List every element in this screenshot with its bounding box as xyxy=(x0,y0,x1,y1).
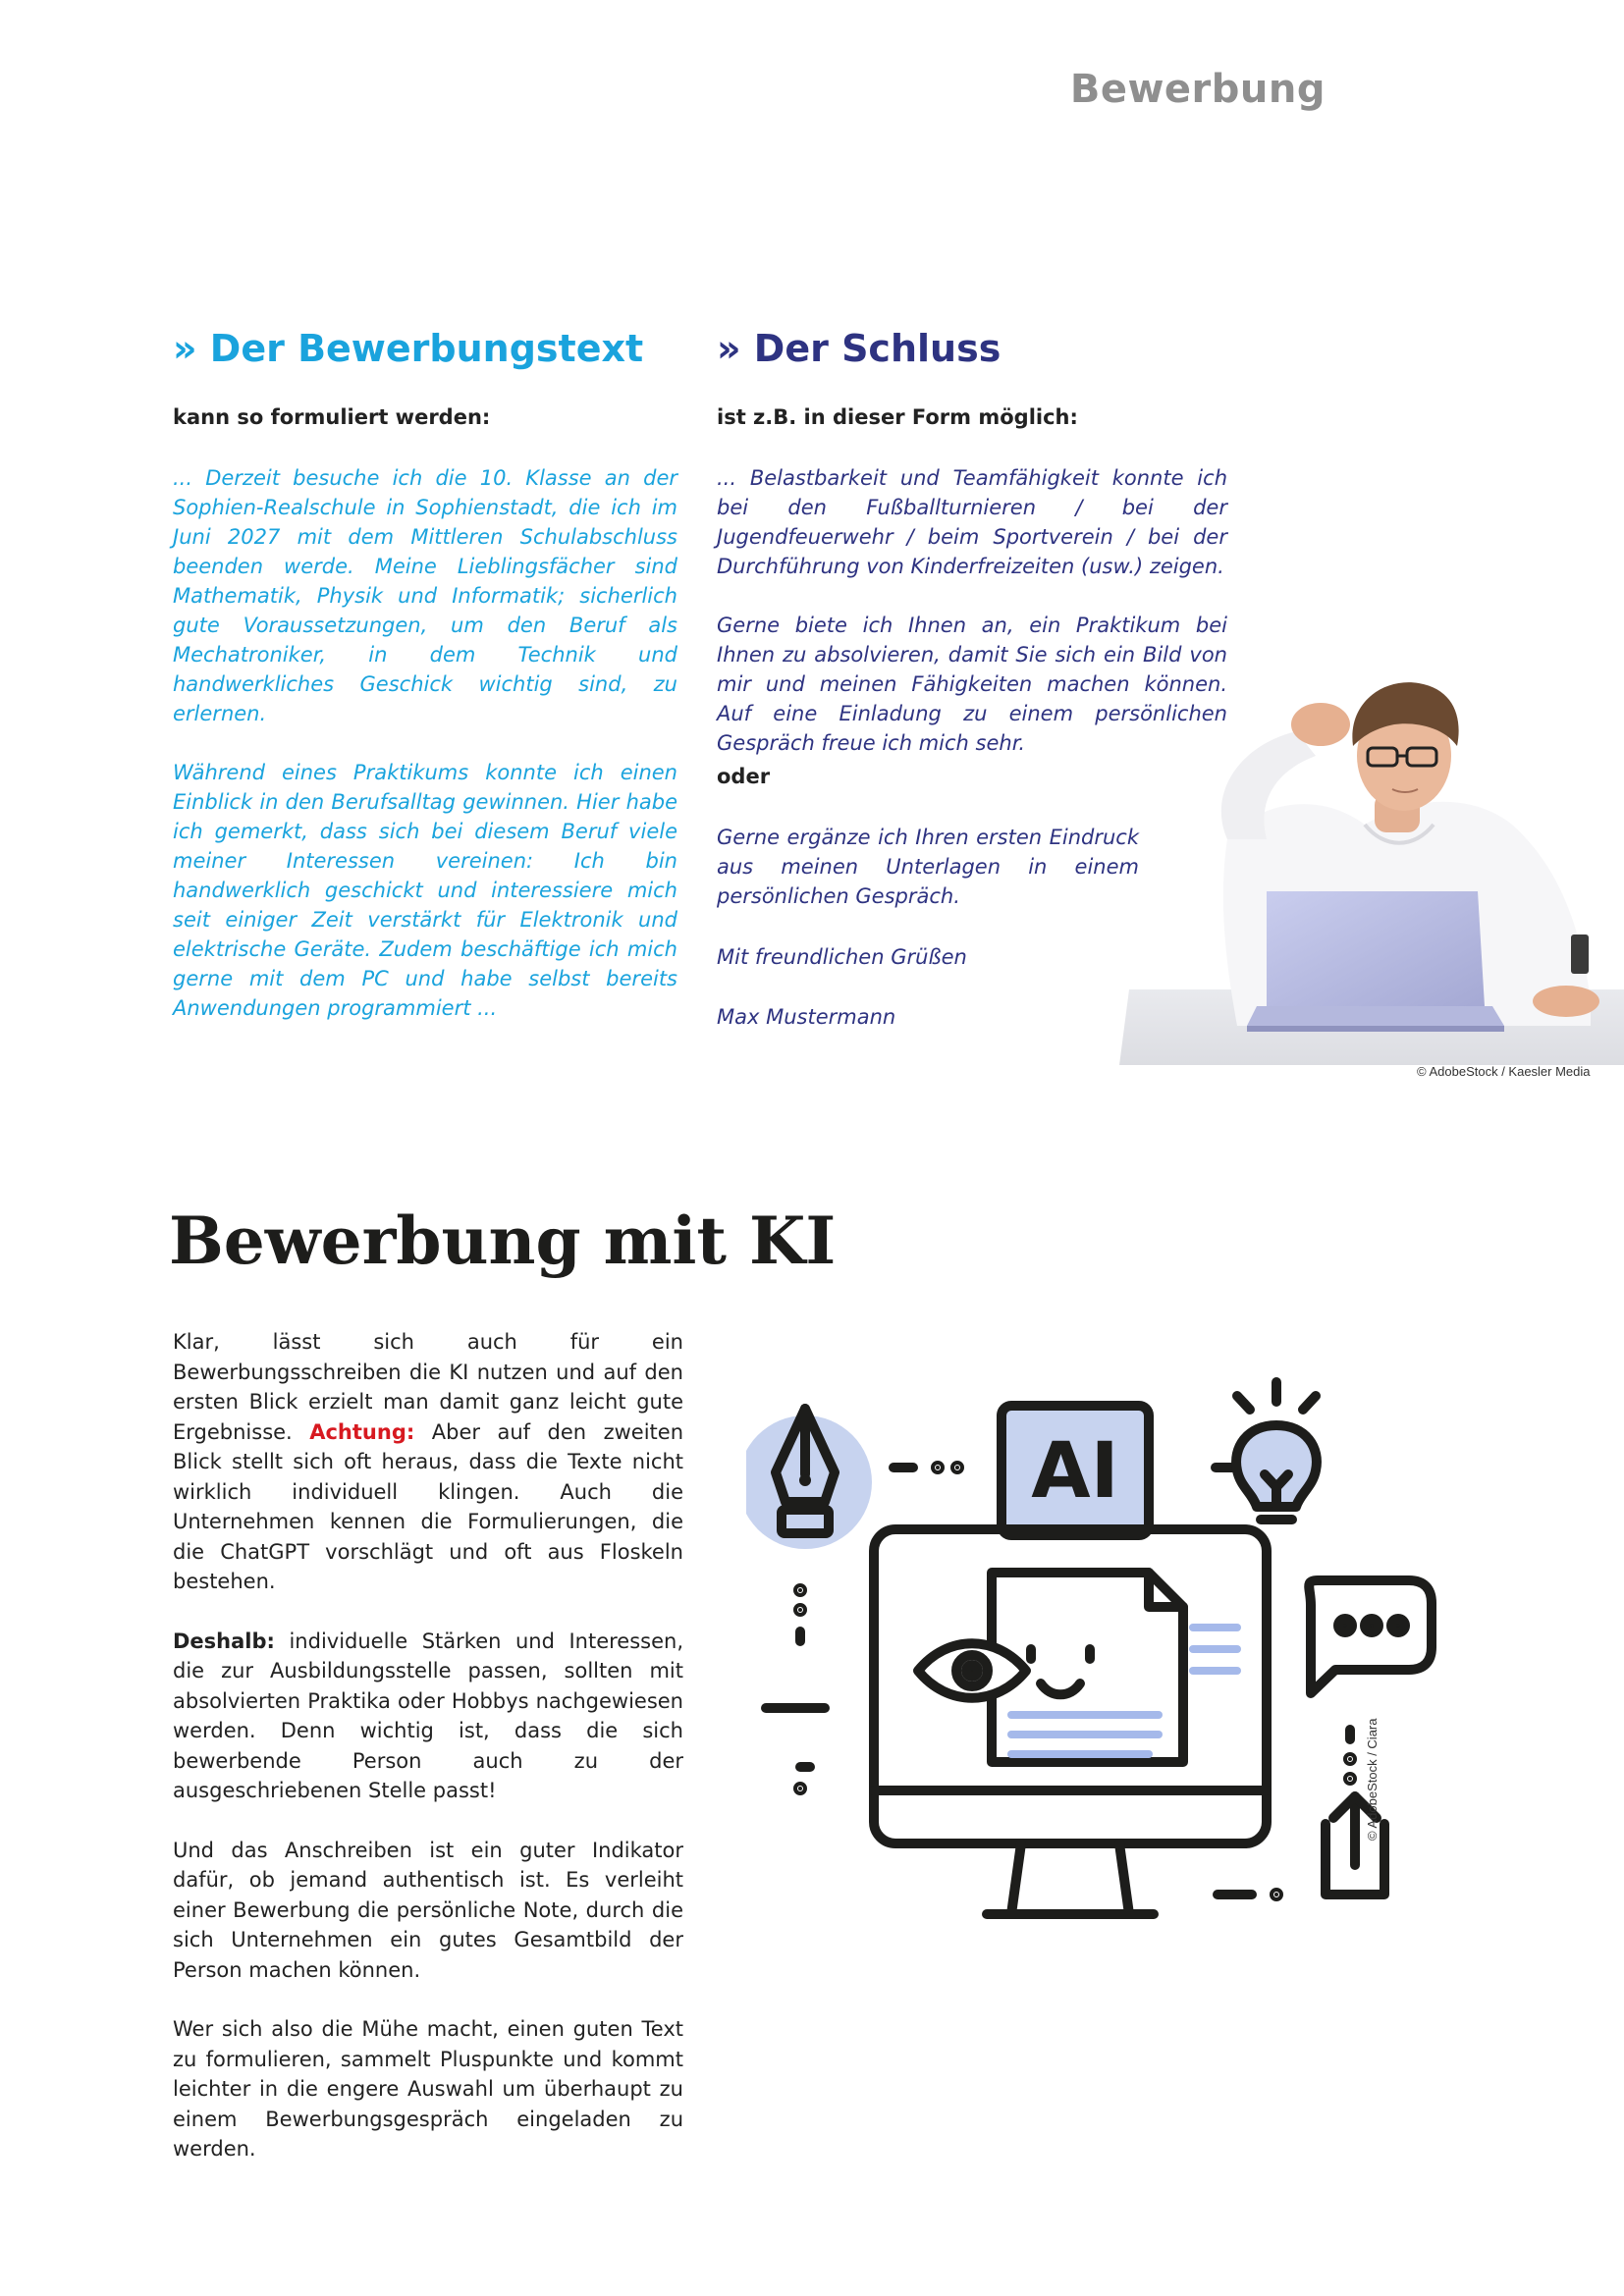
right-paragraph-3: Gerne ergänze ich Ihren ersten Eindruck aus meinen Unterlagen in einem persönlichen Gespräch. xyxy=(717,826,1139,908)
ki-paragraph-1-b: Aber auf den zweiten Blick stellt sich oft heraus, dass die Texte nicht wirklich individuell klingen. Auch die Unternehmen kennen die Formulierungen, die die ChatGPT vorschlägt und oft aus Floskeln bestehen. xyxy=(173,1419,684,1593)
left-paragraph-2: Während eines Praktikums konnte ich einen Einblick in den Berufsalltag gewinnen. Hier habe ich gemerkt, dass sich bei diesem Beruf viele meiner Interessen vereinen: Ich bin handwerklich geschickt und interessiere mich seit einiger Zeit verstärkt für Elektronik und elektrische Geräte. Zudem beschäftige ich mich gerne mit dem PC und habe selbst bereits Anwendungen programmiert ... xyxy=(173,761,677,1020)
signature-name: Max Mustermann xyxy=(717,1005,896,1029)
pen-nib-icon xyxy=(746,1409,872,1549)
ki-section-body xyxy=(173,1327,683,2194)
left-paragraph-1: ... Derzeit besuche ich die 10. Klasse an der Sophien-Realschule in Sophienstadt, die ich im Juni 2027 mit dem Mittleren Schulabschluss beenden werde. Meine Lieblingsfächer sind Mathematik, Physik und Informatik; sicherlich gute Voraussetzungen, um den Beruf als Mechatroniker, in dem Technik und handwerkliches Geschick wichtig sind, zu erlernen. xyxy=(173,466,677,725)
ki-paragraph-1 xyxy=(173,1327,683,1597)
running-head: Bewerbung xyxy=(1069,67,1326,112)
left-column-heading: » Der Bewerbungstext xyxy=(173,327,644,370)
left-column-lead: kann so formuliert werden: xyxy=(173,405,491,429)
left-column-body xyxy=(173,463,677,1023)
ki-paragraph-4: Wer sich also die Mühe macht, einen guten Text zu formulieren, sammelt Pluspunkte und kommt leichter in die engere Auswahl um überhaupt zu einem Bewerbungsgespräch eingeladen zu werden. xyxy=(173,2017,683,2161)
right-paragraph-1: ... Belastbarkeit und Teamfähigkeit konnte ich bei den Fußballturnieren / bei der Jugendfeuerwehr / beim Sportverein / bei der Durchführung von Kinderfreizeiten (usw.) zeigen. xyxy=(717,466,1227,578)
student-laptop-photo xyxy=(1119,677,1624,1065)
photo-credit: © AdobeStock / Kaesler Media xyxy=(1417,1064,1591,1079)
ki-paragraph-2-text: individuelle Stärken und Interessen, die zur Ausbildungsstelle passen, sollten mit absolvierten Praktika oder Hobbys nachgewiesen werden. Denn wichtig ist, dass die sich bewerbende Person auch zu der ausgeschriebenen Stelle passt! xyxy=(173,1629,683,1802)
right-column-text-2 xyxy=(717,823,1139,911)
ki-paragraph-1-a: Klar, lässt sich auch für ein Bewerbungsschreiben die KI nutzen und auf den ersten Blick erzielt man damit ganz leicht gute Ergebnisse. xyxy=(173,1330,683,1444)
oder-label: oder xyxy=(717,765,771,788)
chat-bubble-icon xyxy=(1309,1580,1432,1693)
right-column-heading: » Der Schluss xyxy=(717,327,1001,370)
ki-paragraph-2 xyxy=(173,1627,683,1806)
ai-computer-illustration xyxy=(746,1364,1453,1963)
closing-greeting: Mit freundlichen Grüßen xyxy=(717,945,967,969)
right-column-lead: ist z.B. in dieser Form möglich: xyxy=(717,405,1078,429)
deshalb-label: Deshalb: xyxy=(173,1629,275,1653)
illustration-credit: © AdobeStock / Ciara xyxy=(1365,1718,1380,1841)
eye-icon xyxy=(918,1643,1026,1698)
lightbulb-icon xyxy=(1216,1382,1317,1520)
ki-paragraph-3: Und das Anschreiben ist ein guter Indikator dafür, ob jemand authentisch ist. Es verleiht einer Bewerbung die persönliche Note, durch die sich Unternehmen ein gutes Gesamtbild der Person machen können. xyxy=(173,1838,683,1982)
ai-label: AI xyxy=(1031,1427,1119,1516)
ki-section-title: Bewerbung mit KI xyxy=(169,1202,837,1279)
warning-label: Achtung: xyxy=(309,1419,415,1444)
right-paragraph-2: Gerne biete ich Ihnen an, ein Praktikum bei Ihnen zu absolvieren, damit Sie sich ein Bild von mir und meinen Fähigkeiten machen können. Auf eine Einladung zu einem persönlichen Gespräch freue ich mich sehr. xyxy=(717,614,1227,755)
